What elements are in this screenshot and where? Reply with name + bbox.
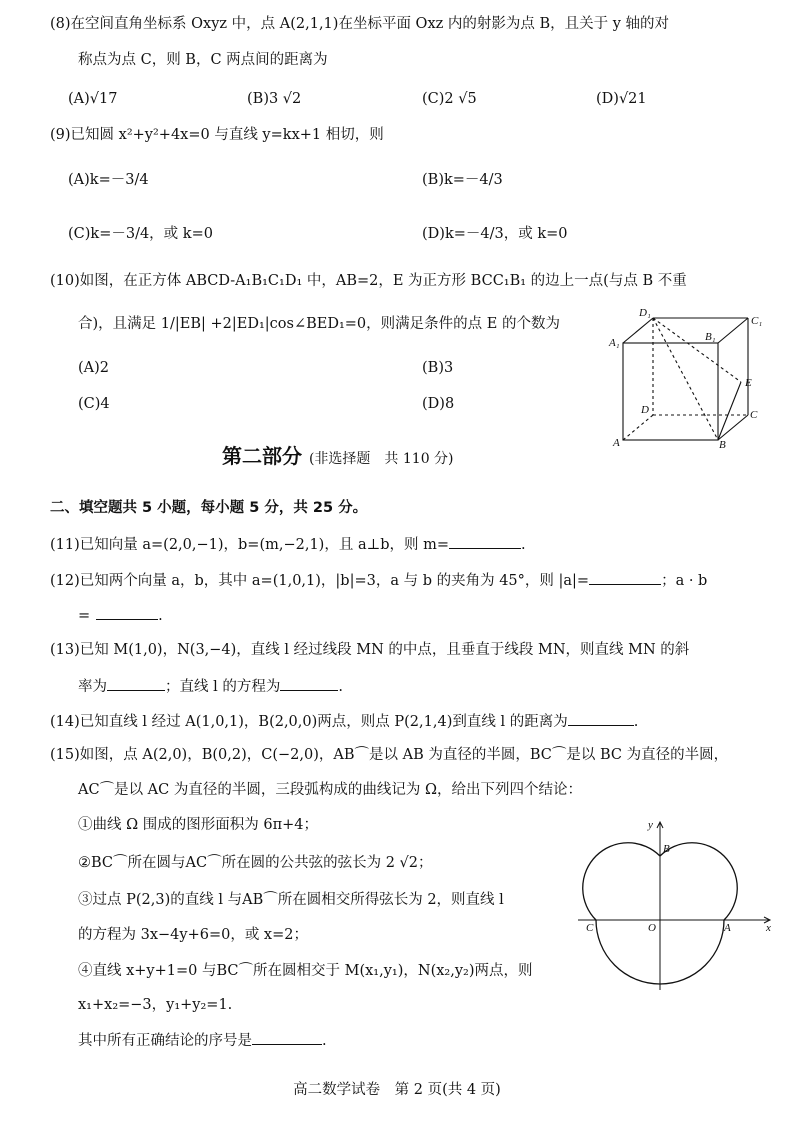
- q13-end: .: [338, 679, 343, 695]
- label-d: D: [641, 404, 649, 416]
- part2-subtitle: (非选择题 共 110 分): [308, 451, 454, 467]
- cube-figure: [605, 300, 775, 450]
- q12-line1: [50, 570, 707, 591]
- q11: [50, 534, 526, 555]
- q13-answer-blank-1[interactable]: [107, 676, 165, 691]
- q15-conclusion-1: ①曲线 Ω 围成的图形面积为 6π+4；: [78, 817, 318, 833]
- q15-conclusion-4b: x₁+x₂=−3，y₁+y₂=1.: [78, 997, 233, 1013]
- q15-conclusion-2: ②BC⌒所在圆与AC⌒所在圆的公共弦的弦长为 2 √2；: [78, 855, 433, 871]
- q14-answer-blank[interactable]: [568, 711, 634, 726]
- q15-conclusion-3a: ③过点 P(2,3)的直线 l 与AB⌒所在圆相交所得弦长为 2，则直线 l: [78, 892, 504, 908]
- edge-b1c1: [718, 318, 748, 343]
- q8-option-c: (C)2 √5: [422, 91, 477, 107]
- label-o: O: [648, 922, 656, 934]
- label-b: B: [719, 439, 726, 450]
- section2-header: 二、填空题共 5 小题，每小题 5 分，共 25 分。: [50, 500, 368, 516]
- q13-slope-label: 率为: [78, 679, 107, 695]
- q14-end: .: [633, 714, 639, 730]
- q11-text: (11)已知向量 a=(2,0,−1)，b=(m,−2,1)，且 a⊥b，则 m=: [50, 537, 450, 553]
- q11-answer-blank[interactable]: [449, 534, 521, 549]
- label-b: B: [663, 843, 670, 855]
- q15-ask-text: 其中所有正确结论的序号是: [78, 1033, 252, 1049]
- q15-answer-blank[interactable]: [252, 1030, 322, 1045]
- label-c1: C₁: [751, 315, 763, 327]
- label-x: x: [766, 922, 771, 934]
- q9-stem: (9)已知圆 x²+y²+4x=0 与直线 y=kx+1 相切，则: [50, 127, 384, 143]
- segment-d1e: [653, 318, 741, 382]
- q10-option-a: (A)2: [78, 360, 110, 376]
- arc-bc: [583, 843, 660, 920]
- q15-conclusion-4a: ④直线 x+y+1=0 与BC⌒所在圆相交于 M(x₁,y₁)，N(x₂,y₂)两点，则: [78, 963, 533, 979]
- q15-line1: (15)如图，点 A(2,0)，B(0,2)，C(−2,0)，AB⌒是以 AB 为直径的半圆，BC⌒是以 BC 为直径的半圆，: [50, 747, 729, 763]
- q15-end: .: [322, 1033, 327, 1049]
- q12-line2: [78, 605, 163, 626]
- q8-line1: (8)在空间直角坐标系 Oxyz 中，点 A(2,1,1)在坐标平面 Oxz 内的射影为点 B，且关于 y 轴的对: [50, 16, 670, 32]
- q12-end: .: [158, 608, 163, 624]
- segment-be: [718, 382, 741, 440]
- q14-text: (14)已知直线 l 经过 A(1,0,1)，B(2,0,0)两点，则点 P(2,1,4)到直线 l 的距离为: [50, 714, 568, 730]
- omega-figure: [578, 818, 778, 998]
- cube-front-face: [623, 343, 718, 440]
- q9-option-a: (A)k=－3/4: [68, 172, 149, 188]
- label-d1: D₁: [639, 307, 651, 319]
- q10-option-c: (C)4: [78, 396, 110, 412]
- q12-answer-blank-1[interactable]: [589, 570, 661, 585]
- q12-text: (12)已知两个向量 a，b，其中 a=(1,0,1)，|b|=3，a 与 b 的夹角为 45°，则 |a|=: [50, 573, 590, 589]
- q9-option-d: (D)k=－4/3，或 k=0: [422, 226, 568, 242]
- label-a1: A₁: [609, 337, 620, 349]
- q10-line2: 合)，且满足 1/|EB| +2|ED₁|cos∠BED₁=0，则满足条件的点 E 的个数为: [78, 316, 560, 332]
- q13-line2: [78, 676, 343, 697]
- label-y: y: [648, 819, 653, 831]
- q12-mid: ；a · b: [661, 573, 708, 589]
- label-a: A: [724, 922, 731, 934]
- q8-line2: 称点为点 C，则 B，C 两点间的距离为: [78, 52, 328, 68]
- q13-line-label: ；直线 l 的方程为: [165, 679, 281, 695]
- q15-ask: [78, 1030, 327, 1051]
- part2-heading: [222, 443, 454, 472]
- q12-answer-blank-2[interactable]: [96, 605, 158, 620]
- part2-title: 第二部分: [222, 444, 302, 468]
- q9-option-b: (B)k=－4/3: [422, 172, 503, 188]
- q8-option-a: (A)√17: [68, 91, 118, 107]
- q15-conclusion-3b: 的方程为 3x−4y+6=0，或 x=2；: [78, 927, 308, 943]
- arc-ab: [660, 843, 737, 920]
- q9-option-c: (C)k=－3/4，或 k=0: [68, 226, 213, 242]
- q13-line1: (13)已知 M(1,0)，N(3,−4)，直线 l 经过线段 MN 的中点，且垂直于线段 MN，则直线 MN 的斜: [50, 642, 690, 658]
- q10-option-d: (D)8: [422, 396, 455, 412]
- q11-end: .: [521, 537, 526, 553]
- q13-answer-blank-2[interactable]: [280, 676, 338, 691]
- q10-option-b: (B)3: [422, 360, 454, 376]
- label-b1: B₁: [705, 331, 716, 343]
- q10-line1: (10)如图，在正方体 ABCD-A₁B₁C₁D₁ 中，AB=2，E 为正方形 BCC₁B₁ 的边上一点(与点 B 不重: [50, 273, 687, 289]
- label-c: C: [750, 409, 758, 421]
- page-footer: 高二数学试卷 第 2 页(共 4 页): [293, 1082, 501, 1098]
- label-c: C: [586, 922, 594, 934]
- q14: [50, 711, 638, 732]
- edge-a1d1: [623, 318, 653, 343]
- edge-ad: [623, 415, 653, 440]
- q12-prefix: =: [78, 608, 91, 624]
- q8-option-b: (B)3 √2: [247, 91, 302, 107]
- q8-option-d: (D)√21: [596, 91, 647, 107]
- label-e: E: [745, 377, 752, 389]
- q15-line2: AC⌒是以 AC 为直径的半圆，三段弧构成的曲线记为 Ω，给出下列四个结论：: [78, 782, 582, 798]
- label-a: A: [613, 437, 620, 449]
